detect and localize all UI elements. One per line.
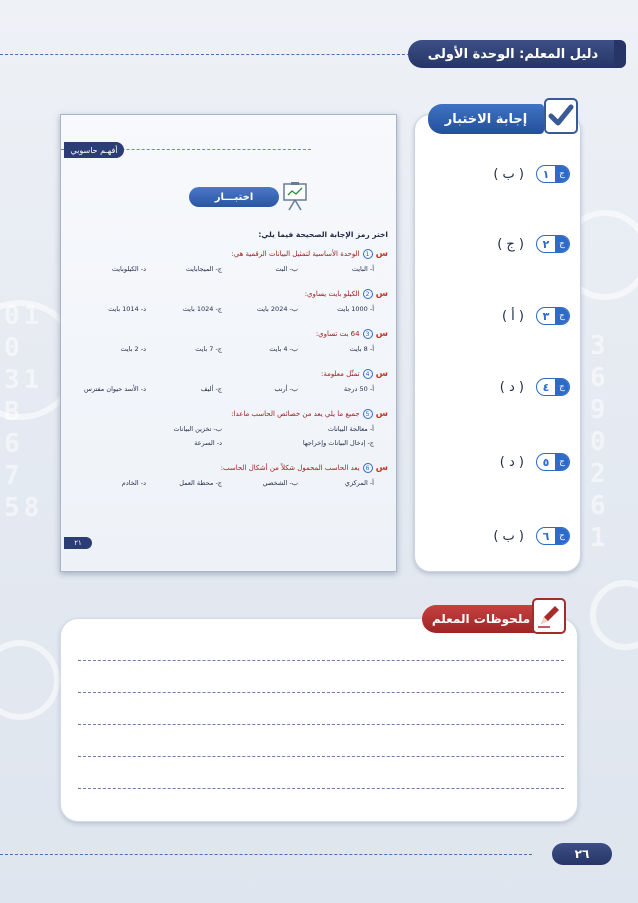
answer-item <box>470 162 570 186</box>
chapter-title: دليل المعلم: الوحدة الأولى <box>408 40 618 68</box>
checkmark-icon <box>544 98 578 134</box>
quiz-options: أ- 8 بايت ب- 4 بايت ج- 7 بايت د- 2 بايت <box>120 345 374 353</box>
answer-value: ( ب ) <box>493 166 524 182</box>
quiz-question: س 3 64 بت تساوي: <box>315 329 388 339</box>
quiz-instructions: اختر رمز الإجابة الصحيحة فيما يلي: <box>258 230 388 239</box>
teacher-notes-title: ملحوظات المعلم <box>422 605 540 633</box>
book-section-tag: أفهـم حاسوبي <box>64 142 124 158</box>
answer-badge: ج ٥ <box>536 453 570 471</box>
top-dashed-rule <box>0 54 420 55</box>
answers-title: إجابة الاختبار <box>428 104 544 134</box>
quiz-options: أ- 50 درجة ب- أرنب ج- أليف د- الأسد حيوان مفترس <box>84 385 374 393</box>
page-number: ٢٦ <box>552 843 612 865</box>
quiz-question: س 2 الكيلو بايت يساوي: <box>304 289 388 299</box>
answer-value: ( ج ) <box>497 236 524 252</box>
answer-item <box>470 450 570 474</box>
answer-badge: ج ٣ <box>536 307 570 325</box>
quiz-question: س 6 يعد الحاسب المحمول شكلاً من أشكال الحاسب: <box>220 463 388 473</box>
quiz-banner: اختبـــار <box>189 187 279 207</box>
pen-icon <box>532 598 566 634</box>
quiz-content <box>70 230 388 487</box>
answer-badge: ج ١ <box>536 165 570 183</box>
book-page-number: ٢١ <box>64 537 92 549</box>
quiz-question: س 4 تمثّل معلومة: <box>321 369 388 379</box>
quiz-options: أ- معالجة البيانات ب- تخزين البيانات ج- إدخال البيانات وإخراجها د- السرعة <box>173 425 374 447</box>
bottom-dashed-rule <box>0 854 532 855</box>
quiz-options: أ- 1000 بايت ب- 2024 بايت ج- 1024 بايت د- 1014 بايت <box>108 305 374 313</box>
note-line <box>78 756 564 757</box>
answer-item <box>470 304 570 328</box>
teacher-notes-box <box>60 618 578 822</box>
quiz-options: أ- المركزي ب- الشخصي ج- محطة العمل د- الخادم <box>121 479 374 487</box>
note-line <box>78 724 564 725</box>
answer-value: ( أ ) <box>501 308 524 324</box>
quiz-question: س 5 جميع ما يلي يعد من خصائص الحاسب ماعدا: <box>231 409 388 419</box>
quiz-options: أ- البايت ب- البت ج- الميجابايت د- الكيلوبايت <box>111 265 374 273</box>
answer-value: ( د ) <box>499 379 524 395</box>
answer-badge: ج ٤ <box>536 378 570 396</box>
background-decoration: 01 0 31 B 6 7 58 3 6 9 0 2 6 1 <box>0 0 638 903</box>
answer-item <box>470 232 570 256</box>
answer-item <box>470 375 570 399</box>
answer-value: ( د ) <box>499 454 524 470</box>
answer-item <box>470 524 570 548</box>
quiz-question: س 1 الوحدة الأساسية لتمثيل البيانات الرقمية هي: <box>231 249 388 259</box>
answer-badge: ج ٢ <box>536 235 570 253</box>
answer-value: ( ب ) <box>493 528 524 544</box>
student-book-page <box>60 114 397 572</box>
answer-badge: ج ٦ <box>536 527 570 545</box>
note-line <box>78 692 564 693</box>
note-line <box>78 660 564 661</box>
whiteboard-icon <box>281 181 309 211</box>
note-line <box>78 788 564 789</box>
